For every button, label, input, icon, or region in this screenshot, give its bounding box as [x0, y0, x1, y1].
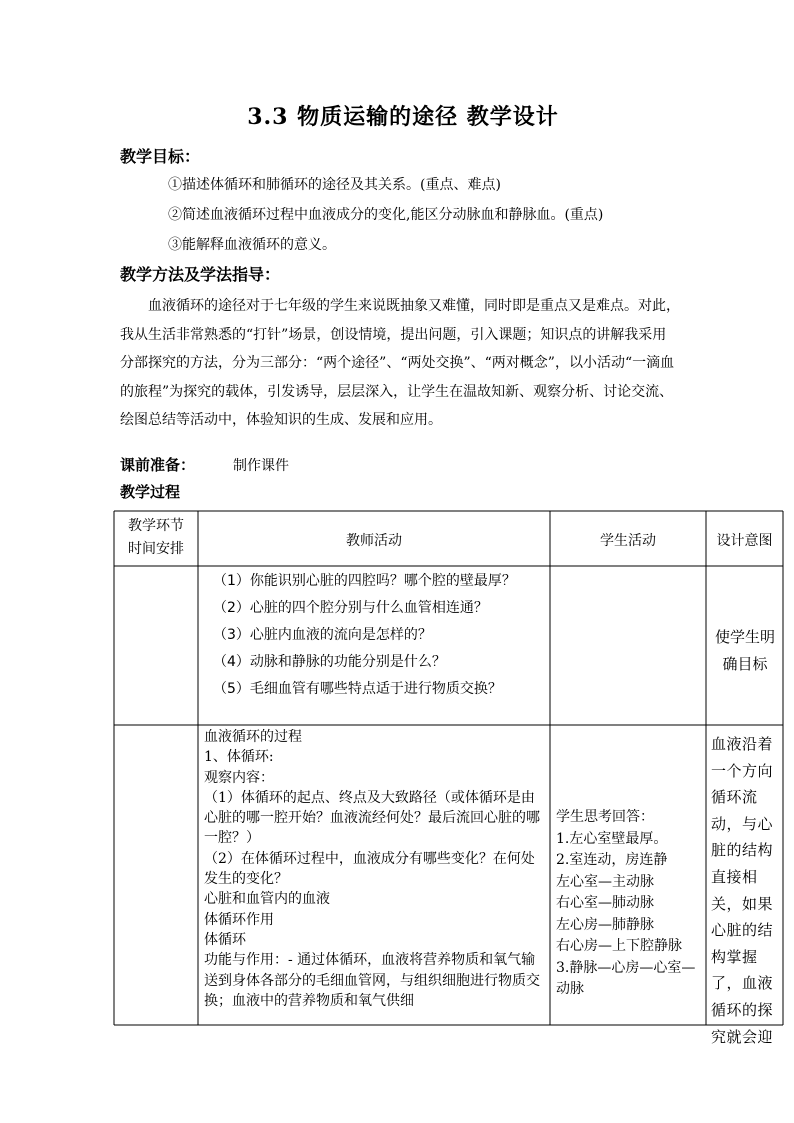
prep-label: 课前准备： [120, 456, 196, 474]
student-line-7: 右心房—上下腔静脉 [556, 938, 682, 954]
objective-item-3: ③能解释血液循环的意义。 [168, 237, 336, 253]
objectives-heading: 教学目标： [120, 147, 201, 166]
student-line-6: 左心房—肺静脉 [556, 916, 654, 933]
header-stage [114, 515, 198, 561]
question-4: （4）动脉和静脉的功能分别是什么？ [213, 654, 446, 670]
method-paragraph-text: 血液循环的途径对于七年级的学生来说既抽象又难懂，同时即是重点又是难点。对此，我从生活非常熟悉的“打针”场景，创设情境，提出问题，引入课题；知识点的讲解我采用分部探究的方法，分为三部分：“两个途径”、“两处交换”、“两对概念”，以小活动“一滴血的旅程”为探究的载体，引发诱导，层层深入，让学生在温故知新、观察分析、讨论交流、绘图总结等活动中，体验知识的生成、发展和应用。 [120, 298, 680, 429]
student-line-4: 左心室—主动脉 [556, 873, 654, 890]
process-heading: 教学过程 [120, 483, 181, 501]
header-stage-line2: 时间安排 [128, 541, 184, 557]
question-3: （3）心脏内血液的流向是怎样的？ [213, 627, 432, 643]
header-teacher: 教师活动 [346, 533, 402, 549]
header-intent: 设计意图 [716, 533, 773, 549]
teacher-line-5: （2）在体循环过程中，血液成分有哪些变化？在何处发生的变化？ [204, 850, 535, 888]
prep-value: 制作课件 [233, 458, 289, 474]
method-paragraph [120, 292, 680, 435]
student-line-5: 右心室—肺动脉 [556, 895, 654, 911]
teacher-line-6: 心脏和血管内的血液 [204, 891, 330, 908]
page-title: 3.3 物质运输的途径 教学设计 [247, 104, 559, 130]
row2-intent: 血液沿着一个方向循环流动，与心脏的结构直接相关，如果心脏的结构掌握了，血液循环的探究就会迎 [711, 735, 774, 1046]
teacher-line-1: 血液循环的过程 [204, 729, 302, 745]
row2-student-activity [556, 807, 702, 1001]
teacher-line-2: 1、体循环: [204, 749, 274, 766]
teacher-line-9: 功能与作用：- 通过体循环，血液将营养物质和氧气输送到身体各部分的毛细血管网，与组织细胞进行物质交换；血液中的营养物质和氧气供细 [204, 952, 540, 1009]
objective-item-2: ②简述血液循环过程中血液成分的变化,能区分动脉血和静脉血。(重点) [168, 207, 604, 223]
student-line-1: 学生思考回答： [556, 809, 654, 825]
student-line-8: 3.静脉—心房—心室—动脉 [556, 959, 696, 997]
method-heading: 教学方法及学法指导： [120, 265, 281, 284]
question-5: （5）毛细血管有哪些特点适于进行物质交换？ [213, 681, 502, 697]
question-1: （1）你能识别心脏的四腔吗？哪个腔的壁最厚？ [213, 573, 516, 589]
row2-teacher-activity [204, 727, 547, 1011]
teacher-line-3: 观察内容： [204, 769, 274, 786]
teacher-line-7: 体循环作用 [204, 911, 274, 928]
header-stage-line1: 教学环节 [128, 518, 184, 534]
student-line-2: 1.左心室壁最厚。 [556, 830, 668, 847]
teacher-line-4: （1）体循环的起点、终点及大致路径（或体循环是由心脏的哪一腔开始？血液流经何处？最后流回心脏的哪一腔？） [204, 789, 540, 847]
question-2: （2）心脏的四个腔分别与什么血管相连通？ [213, 600, 488, 616]
teacher-line-8: 体循环 [204, 931, 246, 948]
objective-item-1: ①描述体循环和肺循环的途径及其关系。(重点、难点) [168, 177, 501, 193]
header-student: 学生活动 [600, 533, 656, 549]
student-line-3: 2.室连动，房连静 [556, 852, 668, 868]
row1-intent: 使学生明确目标 [714, 628, 775, 673]
